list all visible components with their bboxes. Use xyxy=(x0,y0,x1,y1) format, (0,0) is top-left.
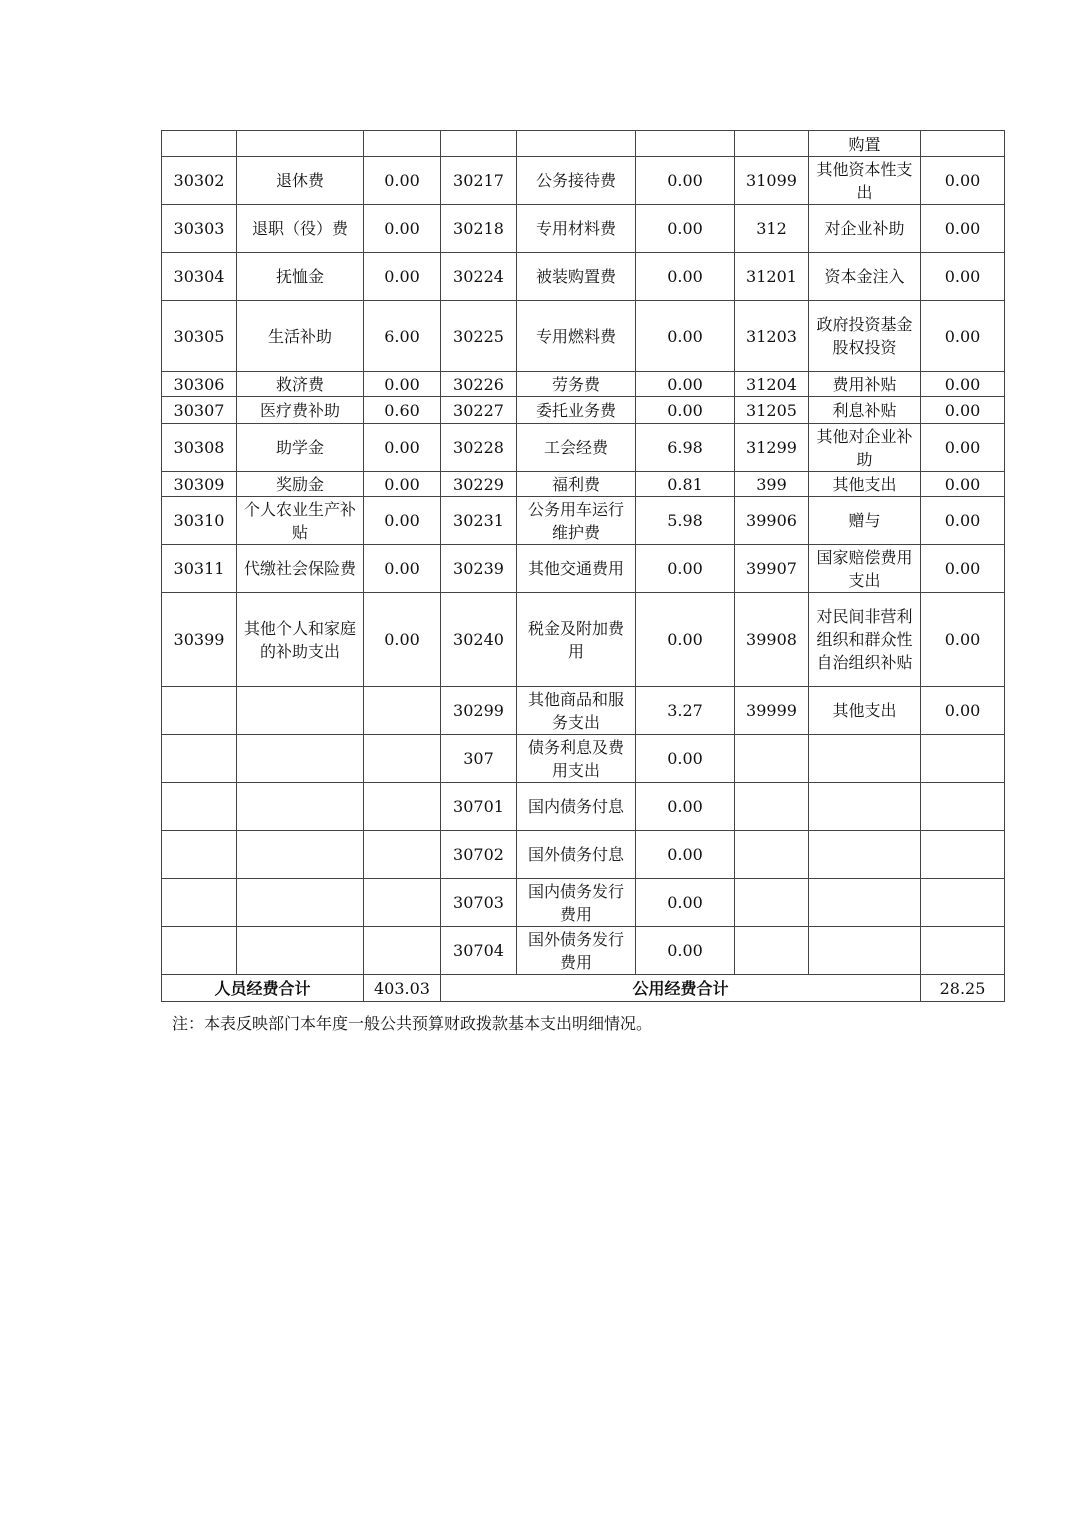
table-row xyxy=(162,131,1005,157)
cell-c-code: 31205 xyxy=(735,397,809,424)
cell-a-item xyxy=(237,831,364,879)
cell-c-item: 对企业补助 xyxy=(809,205,921,253)
cell-c-item: 其他资本性支出 xyxy=(809,157,921,205)
cell-a-item: 生活补助 xyxy=(237,301,364,372)
cell-a-amount xyxy=(364,131,441,157)
cell-a-amount xyxy=(364,927,441,975)
cell-b-code: 307 xyxy=(441,735,517,783)
cell-b-item: 公务用车运行维护费 xyxy=(517,497,636,545)
cell-a-code xyxy=(162,783,237,831)
table-row xyxy=(162,253,1005,301)
table-row xyxy=(162,879,1005,927)
cell-c-code xyxy=(735,879,809,927)
cell-a-code: 30399 xyxy=(162,593,237,687)
cell-a-item: 其他个人和家庭的补助支出 xyxy=(237,593,364,687)
cell-b-code: 30239 xyxy=(441,545,517,593)
cell-b-item: 专用燃料费 xyxy=(517,301,636,372)
cell-b-amount: 0.00 xyxy=(636,593,735,687)
cell-a-code: 30304 xyxy=(162,253,237,301)
cell-c-code xyxy=(735,131,809,157)
cell-c-amount xyxy=(921,927,1005,975)
cell-c-item xyxy=(809,735,921,783)
cell-a-amount xyxy=(364,831,441,879)
cell-a-code: 30308 xyxy=(162,424,237,472)
cell-a-item: 抚恤金 xyxy=(237,253,364,301)
cell-c-item: 政府投资基金股权投资 xyxy=(809,301,921,372)
budget-detail-table xyxy=(161,130,1005,1002)
cell-c-amount xyxy=(921,735,1005,783)
cell-b-code: 30703 xyxy=(441,879,517,927)
cell-a-amount: 0.00 xyxy=(364,545,441,593)
cell-a-code: 30307 xyxy=(162,397,237,424)
public-total-value: 28.25 xyxy=(921,975,1005,1002)
cell-c-amount: 0.00 xyxy=(921,687,1005,735)
table-note: 注：本表反映部门本年度一般公共预算财政拨款基本支出明细情况。 xyxy=(172,1014,653,1033)
table-row xyxy=(162,735,1005,783)
cell-a-item: 医疗费补助 xyxy=(237,397,364,424)
public-total-label: 公用经费合计 xyxy=(441,975,921,1002)
cell-a-item: 奖励金 xyxy=(237,472,364,497)
cell-a-item: 个人农业生产补贴 xyxy=(237,497,364,545)
cell-b-amount: 0.00 xyxy=(636,301,735,372)
cell-a-amount xyxy=(364,879,441,927)
cell-b-item: 劳务费 xyxy=(517,372,636,397)
cell-a-code xyxy=(162,831,237,879)
table-row xyxy=(162,424,1005,472)
cell-c-item xyxy=(809,831,921,879)
cell-a-code: 30303 xyxy=(162,205,237,253)
cell-c-amount xyxy=(921,831,1005,879)
cell-a-code xyxy=(162,927,237,975)
cell-b-item: 其他交通费用 xyxy=(517,545,636,593)
cell-c-code: 39906 xyxy=(735,497,809,545)
cell-c-code: 31203 xyxy=(735,301,809,372)
cell-b-amount: 5.98 xyxy=(636,497,735,545)
cell-b-code: 30217 xyxy=(441,157,517,205)
cell-a-code xyxy=(162,879,237,927)
cell-a-item xyxy=(237,927,364,975)
cell-b-item: 国内债务付息 xyxy=(517,783,636,831)
cell-a-amount: 0.00 xyxy=(364,497,441,545)
cell-b-item: 专用材料费 xyxy=(517,205,636,253)
cell-a-code xyxy=(162,687,237,735)
cell-a-item: 助学金 xyxy=(237,424,364,472)
cell-b-amount: 0.00 xyxy=(636,879,735,927)
cell-a-item xyxy=(237,783,364,831)
cell-c-code: 31299 xyxy=(735,424,809,472)
cell-b-amount: 0.00 xyxy=(636,927,735,975)
personnel-total-label: 人员经费合计 xyxy=(162,975,364,1002)
cell-b-item: 国外债务付息 xyxy=(517,831,636,879)
cell-c-amount: 0.00 xyxy=(921,497,1005,545)
cell-c-item: 利息补贴 xyxy=(809,397,921,424)
cell-c-amount: 0.00 xyxy=(921,472,1005,497)
cell-c-code: 31201 xyxy=(735,253,809,301)
cell-a-item xyxy=(237,687,364,735)
cell-c-code: 39908 xyxy=(735,593,809,687)
cell-a-code: 30309 xyxy=(162,472,237,497)
cell-a-amount: 0.00 xyxy=(364,472,441,497)
cell-c-item: 其他支出 xyxy=(809,687,921,735)
cell-b-code: 30228 xyxy=(441,424,517,472)
cell-c-code xyxy=(735,735,809,783)
cell-c-code: 399 xyxy=(735,472,809,497)
cell-b-amount: 0.00 xyxy=(636,545,735,593)
cell-a-code: 30306 xyxy=(162,372,237,397)
cell-b-code: 30299 xyxy=(441,687,517,735)
cell-a-amount: 0.00 xyxy=(364,593,441,687)
cell-b-amount: 0.81 xyxy=(636,472,735,497)
cell-b-amount: 0.00 xyxy=(636,831,735,879)
cell-c-item xyxy=(809,927,921,975)
cell-b-code: 30702 xyxy=(441,831,517,879)
cell-b-code: 30226 xyxy=(441,372,517,397)
cell-b-item: 福利费 xyxy=(517,472,636,497)
cell-a-item: 代缴社会保险费 xyxy=(237,545,364,593)
cell-b-item: 工会经费 xyxy=(517,424,636,472)
cell-a-code: 30305 xyxy=(162,301,237,372)
cell-a-item xyxy=(237,735,364,783)
table-row xyxy=(162,831,1005,879)
cell-c-amount: 0.00 xyxy=(921,593,1005,687)
table-row xyxy=(162,927,1005,975)
personnel-total-value: 403.03 xyxy=(364,975,441,1002)
cell-b-code: 30704 xyxy=(441,927,517,975)
table-row xyxy=(162,397,1005,424)
cell-c-amount: 0.00 xyxy=(921,397,1005,424)
cell-c-item: 对民间非营利组织和群众性自治组织补贴 xyxy=(809,593,921,687)
cell-c-amount: 0.00 xyxy=(921,372,1005,397)
cell-b-code: 30227 xyxy=(441,397,517,424)
cell-c-code: 31204 xyxy=(735,372,809,397)
cell-a-code: 30310 xyxy=(162,497,237,545)
cell-c-item: 购置 xyxy=(809,131,921,157)
cell-c-amount: 0.00 xyxy=(921,253,1005,301)
cell-c-amount: 0.00 xyxy=(921,301,1005,372)
table-row xyxy=(162,301,1005,372)
totals-row xyxy=(162,975,1005,1002)
cell-b-code: 30229 xyxy=(441,472,517,497)
cell-b-amount: 0.00 xyxy=(636,397,735,424)
cell-a-code: 30302 xyxy=(162,157,237,205)
cell-b-amount: 0.00 xyxy=(636,783,735,831)
cell-c-amount: 0.00 xyxy=(921,157,1005,205)
table-row xyxy=(162,497,1005,545)
cell-c-item: 其他支出 xyxy=(809,472,921,497)
cell-c-item: 费用补贴 xyxy=(809,372,921,397)
cell-a-amount: 0.00 xyxy=(364,205,441,253)
cell-c-item: 其他对企业补助 xyxy=(809,424,921,472)
cell-a-amount: 0.60 xyxy=(364,397,441,424)
cell-a-amount: 6.00 xyxy=(364,301,441,372)
table-row xyxy=(162,687,1005,735)
cell-c-code: 39999 xyxy=(735,687,809,735)
table-row xyxy=(162,783,1005,831)
cell-c-code: 312 xyxy=(735,205,809,253)
cell-c-item: 国家赔偿费用支出 xyxy=(809,545,921,593)
cell-b-item: 国外债务发行费用 xyxy=(517,927,636,975)
cell-b-code: 30224 xyxy=(441,253,517,301)
cell-c-amount: 0.00 xyxy=(921,205,1005,253)
cell-a-amount xyxy=(364,735,441,783)
cell-a-amount: 0.00 xyxy=(364,372,441,397)
cell-c-code xyxy=(735,831,809,879)
cell-a-code: 30311 xyxy=(162,545,237,593)
cell-c-item: 资本金注入 xyxy=(809,253,921,301)
cell-a-amount xyxy=(364,783,441,831)
cell-c-code xyxy=(735,783,809,831)
cell-a-amount xyxy=(364,687,441,735)
cell-b-item: 公务接待费 xyxy=(517,157,636,205)
cell-b-item xyxy=(517,131,636,157)
cell-b-code: 30218 xyxy=(441,205,517,253)
cell-b-amount: 0.00 xyxy=(636,157,735,205)
cell-b-amount xyxy=(636,131,735,157)
cell-b-amount: 0.00 xyxy=(636,253,735,301)
cell-c-amount xyxy=(921,131,1005,157)
cell-c-code xyxy=(735,927,809,975)
cell-c-amount xyxy=(921,783,1005,831)
cell-c-item: 赠与 xyxy=(809,497,921,545)
cell-b-item: 国内债务发行费用 xyxy=(517,879,636,927)
table-row xyxy=(162,472,1005,497)
cell-b-item: 债务利息及费用支出 xyxy=(517,735,636,783)
cell-b-code: 30225 xyxy=(441,301,517,372)
cell-a-item: 救济费 xyxy=(237,372,364,397)
cell-a-item xyxy=(237,879,364,927)
cell-b-code: 30240 xyxy=(441,593,517,687)
cell-c-item xyxy=(809,879,921,927)
cell-a-item: 退职（役）费 xyxy=(237,205,364,253)
cell-b-amount: 6.98 xyxy=(636,424,735,472)
table-row xyxy=(162,593,1005,687)
cell-b-item: 税金及附加费用 xyxy=(517,593,636,687)
cell-b-code xyxy=(441,131,517,157)
cell-b-amount: 0.00 xyxy=(636,735,735,783)
cell-b-item: 被装购置费 xyxy=(517,253,636,301)
cell-c-item xyxy=(809,783,921,831)
cell-a-amount: 0.00 xyxy=(364,424,441,472)
cell-a-item xyxy=(237,131,364,157)
cell-b-code: 30701 xyxy=(441,783,517,831)
cell-b-amount: 0.00 xyxy=(636,372,735,397)
cell-a-code xyxy=(162,131,237,157)
cell-a-item: 退休费 xyxy=(237,157,364,205)
table-row xyxy=(162,372,1005,397)
cell-b-code: 30231 xyxy=(441,497,517,545)
table-row xyxy=(162,205,1005,253)
cell-c-amount: 0.00 xyxy=(921,424,1005,472)
cell-a-code xyxy=(162,735,237,783)
cell-c-code: 31099 xyxy=(735,157,809,205)
cell-b-amount: 3.27 xyxy=(636,687,735,735)
cell-a-amount: 0.00 xyxy=(364,253,441,301)
cell-b-item: 委托业务费 xyxy=(517,397,636,424)
table-row xyxy=(162,545,1005,593)
cell-b-amount: 0.00 xyxy=(636,205,735,253)
cell-a-amount: 0.00 xyxy=(364,157,441,205)
cell-c-code: 39907 xyxy=(735,545,809,593)
cell-c-amount: 0.00 xyxy=(921,545,1005,593)
cell-c-amount xyxy=(921,879,1005,927)
table-row xyxy=(162,157,1005,205)
cell-b-item: 其他商品和服务支出 xyxy=(517,687,636,735)
